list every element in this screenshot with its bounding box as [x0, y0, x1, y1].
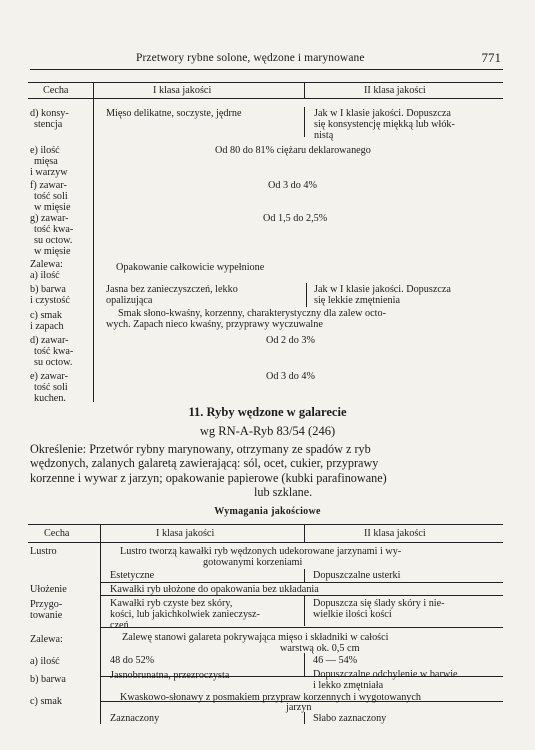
column-header-class-2: II klasa jakości [364, 85, 426, 96]
column-divider [100, 524, 101, 724]
feature-label: w mięsie [34, 202, 71, 213]
feature-label: mięsa [34, 156, 58, 167]
shared-value: jarzyn [286, 702, 312, 713]
feature-label: Ułożenie [30, 584, 67, 595]
running-header [30, 49, 503, 70]
requirements-title: Wymagania jakościowe [214, 506, 321, 517]
feature-label: c) smak [30, 696, 62, 707]
class-2-value: 46 — 54% [313, 655, 358, 666]
feature-label: d) konsy- [30, 108, 69, 119]
shared-value: Zalewę stanowi galareta pokrywająca mięso i składniki w całości [122, 632, 389, 643]
description-line: korzenne i wywar z jarzyn; opakowanie papierowe (kubki parafinowane) [30, 470, 387, 485]
feature-label: i warzyw [30, 167, 68, 178]
section-standard: wg RN-A-Ryb 83/54 (246) [199, 424, 336, 438]
column-divider [304, 82, 305, 98]
column-divider [304, 107, 305, 137]
shared-value: Od 3 do 4% [268, 180, 317, 191]
feature-label: Przygo- [30, 599, 63, 610]
class-1-value: czeń [110, 620, 129, 631]
class-2-value: Dopuszcza się ślady skóry i nie- [313, 598, 445, 609]
class-1-value: Zaznaczony [110, 713, 160, 724]
feature-label: su octow. [34, 357, 73, 368]
quality-table-smoked-jelly [28, 524, 503, 724]
class-2-value: Jak w I klasie jakości. Dopuszcza [314, 284, 451, 295]
feature-label: towanie [30, 610, 63, 621]
table-rule [100, 627, 503, 628]
column-header-class-2: II klasa jakości [364, 528, 426, 539]
class-1-value: Kawałki ryb czyste bez skóry, [110, 598, 233, 609]
class-1-value: Jasna bez zanieczyszczeń, lekko [106, 284, 238, 295]
shared-value: Kawałki ryb ułożone do opakowania bez układania [110, 584, 319, 595]
feature-label: Zalewa: [30, 259, 63, 270]
feature-label: Zalewa: [30, 634, 63, 645]
column-divider [93, 82, 94, 402]
column-divider [304, 569, 305, 582]
feature-label: tość kwa- [34, 224, 74, 235]
column-header-feature: Cecha [44, 528, 70, 539]
feature-label: e) zawar- [30, 371, 68, 382]
class-2-value: Dopuszczalne odchylenie w barwie [313, 669, 458, 680]
feature-label: a) ilość [30, 270, 60, 281]
class-2-value: Słabo zaznaczony [313, 713, 387, 724]
page-number: 771 [481, 50, 501, 65]
column-header-class-1: I klasa jakości [156, 528, 215, 539]
column-header-class-1: I klasa jakości [153, 85, 212, 96]
feature-label: su octow. [34, 235, 73, 246]
feature-label: f) zawar- [30, 180, 67, 191]
feature-label: g) zawar- [30, 213, 69, 224]
quality-table-marinade [28, 82, 503, 402]
class-2-value: Dopuszczalne usterki [313, 570, 401, 581]
table-rule [100, 582, 503, 583]
class-2-value: wielkie ilości kości [313, 609, 392, 620]
table-rule [100, 595, 503, 596]
feature-label: i czystość [30, 295, 70, 306]
description-line: wędzonych, zalanych galaretą zawierającą: sól, ocet, cukier, przyprawy [30, 456, 379, 471]
class-2-value: się konsystencję miękką lub włók- [314, 119, 455, 130]
column-divider [304, 712, 305, 724]
feature-label: b) barwa [30, 284, 66, 295]
class-2-value: się lekkie zmętnienia [314, 295, 400, 306]
column-divider [304, 653, 305, 676]
feature-label: w mięsie [34, 246, 71, 257]
shared-value: Od 80 do 81% ciężaru deklarowanego [215, 145, 371, 156]
shared-value: Smak słono-kwaśny, korzenny, charakterystyczny dla zalew octo- [118, 308, 386, 319]
class-1-value: opalizująca [106, 295, 153, 306]
shared-value: Opakowanie całkowicie wypełnione [116, 262, 265, 273]
feature-label: Lustro [30, 546, 57, 557]
class-1-value: Estetyczne [110, 570, 155, 581]
feature-label: d) zawar- [30, 335, 69, 346]
section-title: 11. Ryby wędzone w galarecie [188, 405, 347, 419]
shared-value: gotowanymi korzeniami [203, 557, 303, 568]
class-1-value: Mięso delikatne, soczyste, jędrne [106, 108, 242, 119]
column-header-feature: Cecha [43, 85, 69, 96]
description-line: lub szklane. [254, 485, 313, 500]
class-2-value: i lekko zmętniała [313, 680, 384, 691]
table-rule [28, 98, 503, 99]
shared-value: Od 3 do 4% [266, 371, 315, 382]
feature-label: tość kwa- [34, 346, 74, 357]
feature-label: b) barwa [30, 674, 66, 685]
class-2-value: nistą [314, 130, 334, 141]
class-1-value: 48 do 52% [110, 655, 155, 666]
column-divider [304, 596, 305, 626]
shared-value: Lustro tworzą kawałki ryb wędzonych udekorowane jarzynami i wy- [120, 546, 402, 557]
feature-label: a) ilość [30, 656, 60, 667]
feature-label: c) smak [30, 310, 62, 321]
feature-label: stencja [34, 119, 63, 130]
class-1-value: kości, lub jakichkolwiek zanieczysz- [110, 609, 260, 620]
feature-label: i zapach [30, 321, 64, 332]
shared-value: Kwaskowo-słonawy z posmakiem przypraw korzennych i wygotowanych [120, 692, 422, 703]
feature-label: kuchen. [34, 393, 66, 404]
shared-value: warstwą ok. 0,5 cm [280, 643, 360, 654]
shared-value: Od 1,5 do 2,5% [263, 213, 328, 224]
table-rule [28, 82, 503, 83]
running-title: Przetwory rybne solone, wędzone i marynowane [136, 52, 365, 64]
feature-label: e) ilość [30, 145, 60, 156]
class-1-value: Jasnobrunatna, przezroczysta [110, 670, 230, 681]
class-2-value: Jak w I klasie jakości. Dopuszcza [314, 108, 451, 119]
feature-label: tość soli [34, 382, 68, 393]
shared-value: wych. Zapach nieco kwaśny, przyprawy wyczuwalne [106, 319, 323, 330]
feature-label: tość soli [34, 191, 68, 202]
column-divider [304, 524, 305, 542]
description-line: Określenie: Przetwór rybny marynowany, otrzymany ze spadów z ryb [30, 442, 371, 456]
column-divider [306, 283, 307, 307]
shared-value: Od 2 do 3% [266, 335, 315, 346]
